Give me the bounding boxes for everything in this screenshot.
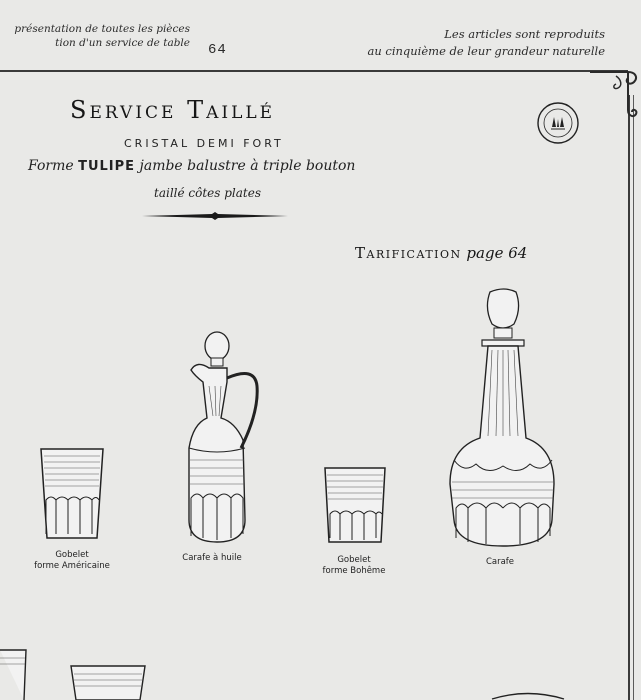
caption-carafe — [466, 557, 534, 568]
header-note-left-line1: présentation de toutes les pièces — [14, 23, 190, 35]
caption-gobelet-americaine — [20, 550, 124, 572]
form-description — [28, 158, 428, 174]
caption-gobelet-boheme — [306, 555, 402, 577]
cut-note: taillé côtes plates — [154, 186, 262, 200]
gobelet-boheme-drawing — [323, 466, 387, 546]
form-prefix: Forme — [28, 158, 74, 174]
carafe-drawing — [446, 288, 558, 550]
caption-line: Carafe à huile — [182, 553, 242, 563]
baccarat-seal-text — [536, 101, 580, 145]
caption-line: Gobelet — [337, 555, 371, 565]
header-note-left-line2: tion d'un service de table — [55, 37, 190, 49]
pricing-page-ref: page 64 — [466, 244, 528, 262]
partial-glass-right-drawing — [490, 690, 566, 700]
page-title: Service Taillé — [70, 96, 276, 124]
frame-right-rule — [628, 95, 630, 700]
partial-glass-left-drawing — [0, 648, 30, 700]
header-note-right — [330, 26, 605, 60]
page-number: 64 — [208, 42, 227, 58]
form-suffix: jambe balustre à triple bouton — [139, 158, 356, 174]
pricing-label: Tarification — [355, 244, 462, 262]
header-note-right-line2: au cinquième de leur grandeur naturelle — [367, 44, 605, 58]
frame-top-rule — [0, 70, 628, 72]
corner-ornament-icon — [588, 70, 640, 120]
form-name: TULIPE — [78, 159, 136, 174]
caption-line: Carafe — [485, 557, 515, 567]
caption-carafe-huile — [166, 553, 258, 564]
partial-glass-middle-drawing — [68, 663, 148, 700]
caption-line: Gobelet — [55, 550, 89, 560]
caption-line: forme Bohême — [322, 566, 386, 576]
header-note-right-line1: Les articles sont reproduits — [444, 27, 605, 41]
pricing-reference — [355, 244, 527, 262]
carafe-huile-drawing — [183, 330, 263, 546]
divider-ornament-icon — [142, 210, 288, 222]
caption-line: forme Américaine — [34, 561, 110, 571]
page-subtitle: CRISTAL DEMI FORT — [124, 137, 284, 150]
frame-right-rule-inner — [633, 95, 634, 700]
gobelet-americaine-drawing — [38, 446, 106, 542]
header-note-left — [0, 22, 190, 50]
